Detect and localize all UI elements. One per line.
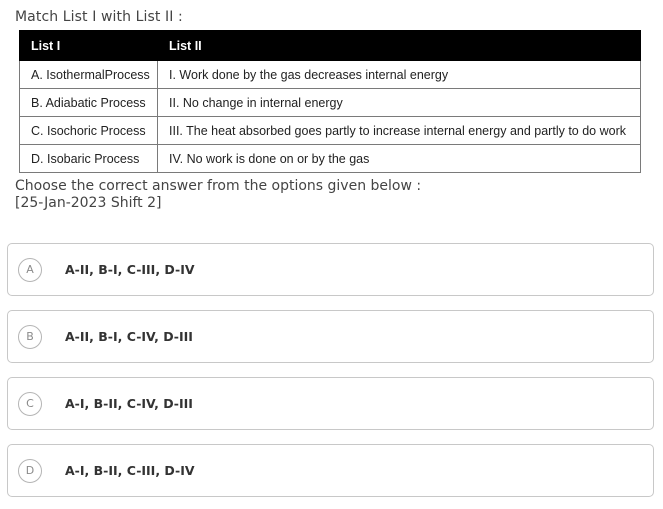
table-header-row [20,31,641,61]
list-1-cell: D. Isobaric Process [20,145,158,173]
option-c[interactable] [7,377,654,430]
option-a[interactable] [7,243,654,296]
header-list-2: List II [158,31,641,61]
instruction-text [15,178,421,212]
option-text: A-I, B-II, C-III, D-IV [65,463,195,478]
header-list-1: List I [20,31,158,61]
list-2-cell: III. The heat absorbed goes partly to increase internal energy and partly to do work [158,117,641,145]
list-2-cell: II. No change in internal energy [158,89,641,117]
list-1-cell: B. Adiabatic Process [20,89,158,117]
list-1-cell: C. Isochoric Process [20,117,158,145]
table-row [20,145,641,173]
option-text: A-II, B-I, C-III, D-IV [65,262,195,277]
exam-tag: [25-Jan-2023 Shift 2] [15,195,162,211]
table-row [20,117,641,145]
option-text: A-II, B-I, C-IV, D-III [65,329,193,344]
instruction-line: Choose the correct answer from the options given below : [15,178,422,194]
option-letter-badge: A [18,258,42,282]
option-letter-badge: C [18,392,42,416]
option-letter-badge: D [18,459,42,483]
option-letter-badge: B [18,325,42,349]
table-row [20,89,641,117]
list-2-cell: IV. No work is done on or by the gas [158,145,641,173]
list-2-cell: I. Work done by the gas decreases internal energy [158,61,641,89]
option-b[interactable] [7,310,654,363]
option-text: A-I, B-II, C-IV, D-III [65,396,193,411]
list-1-cell: A. IsothermalProcess [20,61,158,89]
question-title: Match List I with List II : [15,9,183,25]
option-d[interactable] [7,444,654,497]
table-row [20,61,641,89]
match-table [19,30,641,173]
